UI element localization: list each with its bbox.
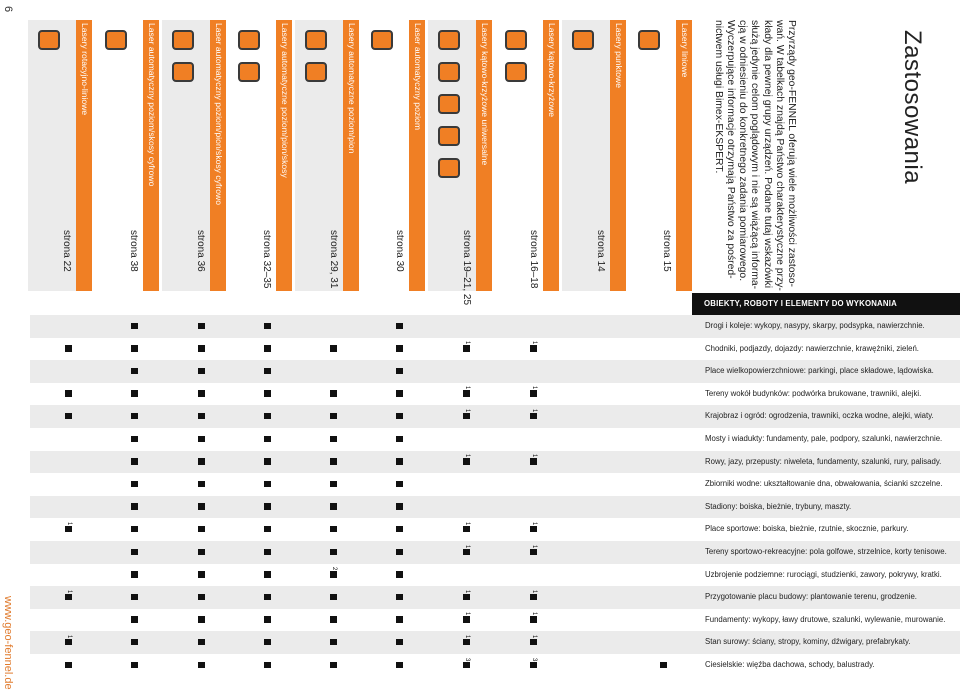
suitability-mark — [396, 526, 403, 533]
table-row — [30, 315, 960, 338]
laser-device-image — [305, 30, 327, 50]
footnote-ref: 1 — [464, 544, 470, 548]
category-label: Lasery liniowe — [680, 23, 690, 78]
laser-device-image — [305, 62, 327, 82]
suitability-mark — [264, 594, 271, 601]
footnote-ref: 1 — [531, 521, 537, 526]
application-label: Zbiorniki wodne: ukształtowanie dna, obwałowania, ścianki szczelne. — [705, 479, 943, 489]
suitability-mark — [463, 341, 470, 352]
suitability-mark — [660, 662, 667, 669]
application-label: Tereny sportowo-rekreacyjne: pola golfowe, strzelnice, korty tenisowe. — [705, 547, 947, 556]
laser-device-image — [638, 30, 660, 50]
suitability-mark — [198, 594, 205, 601]
suitability-mark — [396, 571, 403, 578]
footnote-ref: 1 — [464, 341, 470, 345]
page-reference[interactable]: strona 22 — [61, 230, 72, 272]
footnote-ref: 1 — [531, 634, 537, 639]
category-bar — [543, 20, 559, 291]
suitability-mark — [264, 436, 271, 443]
footnote-ref: 1 — [531, 589, 537, 594]
suitability-mark — [396, 594, 403, 601]
suitability-mark — [330, 503, 337, 510]
table-row — [30, 473, 960, 496]
product-images — [232, 24, 276, 194]
page-reference[interactable]: strona 29, 31 — [328, 230, 339, 289]
category-bar — [76, 20, 92, 291]
product-images — [632, 24, 676, 194]
suitability-mark — [198, 368, 205, 375]
suitability-mark — [131, 458, 138, 465]
product-images — [566, 24, 610, 194]
intro-line: nictwem usługi Bimex-EKSPERT. — [712, 20, 724, 174]
suitability-mark — [198, 526, 205, 533]
suitability-mark — [264, 526, 271, 533]
suitability-mark — [264, 662, 271, 669]
table-row — [30, 496, 960, 519]
table-row — [30, 428, 960, 451]
suitability-mark — [396, 458, 403, 465]
footnote-ref: 3 — [464, 657, 470, 661]
category-bar — [610, 20, 626, 291]
intro-line: Wyczerpujące informacje otrzymają Państwo za pośred- — [724, 20, 736, 279]
suitability-mark — [65, 345, 72, 352]
suitability-mark — [330, 481, 337, 488]
category-label: Lasery automatyczne poziom/pion/skosy — [280, 23, 290, 178]
suitability-mark — [264, 503, 271, 510]
suitability-mark — [330, 436, 337, 443]
website-url[interactable]: www.geo-fennel.de — [2, 596, 14, 690]
table-header: OBIEKTY, ROBOTY I ELEMENTY DO WYKONANIA — [692, 293, 960, 315]
suitability-mark — [131, 368, 138, 375]
footnote-ref: 1 — [464, 386, 470, 390]
laser-device-image — [438, 158, 460, 178]
table-row — [30, 631, 960, 654]
suitability-mark — [330, 526, 337, 533]
application-label: Ciesielskie: więźba dachowa, schody, balustrady. — [705, 660, 875, 669]
suitability-mark — [330, 567, 337, 578]
footnote-ref: 1 — [464, 454, 470, 458]
suitability-mark — [131, 549, 138, 556]
suitability-mark — [131, 323, 138, 330]
suitability-mark — [198, 323, 205, 330]
suitability-mark — [65, 390, 72, 397]
product-images — [499, 24, 543, 194]
application-label: Mosty i wiadukty: fundamenty, pale, podpory, szalunki, nawierzchnie. — [705, 434, 943, 443]
category-label: Lasery automatyczne poziom/pion — [347, 23, 357, 154]
suitability-mark — [264, 323, 271, 330]
laser-device-image — [371, 30, 393, 50]
laser-device-image — [172, 62, 194, 82]
suitability-mark — [264, 481, 271, 488]
category-bar — [276, 20, 292, 291]
suitability-mark — [131, 594, 138, 601]
suitability-mark — [463, 544, 470, 556]
page-reference[interactable]: strona 36 — [195, 230, 206, 272]
suitability-mark — [131, 413, 138, 420]
suitability-mark — [530, 454, 537, 465]
laser-device-image — [172, 30, 194, 50]
application-label: Uzbrojenie podziemne: rurociągi, studzienki, zawory, pokrywy, kratki. — [705, 569, 942, 579]
laser-device-image — [238, 62, 260, 82]
suitability-mark — [330, 639, 337, 646]
suitability-mark — [530, 634, 537, 646]
suitability-mark — [330, 458, 337, 465]
suitability-mark — [530, 657, 537, 669]
page-reference[interactable]: strona 38 — [128, 230, 139, 272]
intro-text — [712, 20, 797, 310]
suitability-mark — [463, 634, 470, 646]
suitability-mark — [198, 436, 205, 443]
suitability-mark — [65, 662, 72, 669]
suitability-mark — [198, 662, 205, 669]
laser-device-image — [572, 30, 594, 50]
intro-line: służą jedynie celom poglądowym i nie są wiążącą informa- — [749, 20, 761, 290]
application-label: Tereny wokół budynków: podwórka brukowane, trawniki, alejki. — [705, 388, 922, 398]
suitability-mark — [463, 408, 470, 420]
application-label: Chodniki, podjazdy, dojazdy: nawierzchnie, krawężniki, zieleń. — [705, 343, 919, 353]
footnote-ref: 3 — [531, 657, 537, 661]
suitability-mark — [131, 390, 138, 397]
suitability-mark — [131, 345, 138, 352]
suitability-mark — [396, 390, 403, 397]
product-images — [432, 24, 476, 194]
application-label: Place wielkopowierzchniowe: parkingi, place składowe, lądowiska. — [705, 366, 934, 376]
footnote-ref: 1 — [531, 408, 537, 413]
page-title: Zastosowania — [899, 30, 926, 185]
suitability-mark — [330, 413, 337, 420]
application-label: Fundamenty: wykopy, ławy drutowe, szalunki, wylewanie, murowanie. — [705, 614, 946, 624]
page-reference[interactable]: strona 15 — [661, 230, 672, 272]
suitability-mark — [198, 481, 205, 488]
suitability-mark — [198, 503, 205, 510]
laser-device-image — [105, 30, 127, 50]
page-reference[interactable]: strona 30 — [394, 230, 405, 272]
footnote-ref: 1 — [531, 454, 537, 458]
table-row — [30, 541, 960, 564]
product-images — [365, 24, 409, 194]
suitability-mark — [131, 481, 138, 488]
suitability-mark — [396, 639, 403, 646]
laser-device-image — [38, 30, 60, 50]
suitability-mark — [463, 612, 470, 623]
footnote-ref: 1 — [464, 589, 470, 594]
suitability-mark — [65, 634, 72, 646]
category-bar — [343, 20, 359, 291]
suitability-mark — [396, 436, 403, 443]
footnote-ref: 1 — [531, 612, 537, 616]
suitability-mark — [396, 503, 403, 510]
suitability-mark — [330, 345, 337, 352]
category-label: Lasery kątowo-krzyżowe uniwersalne — [480, 23, 490, 166]
table-row — [30, 654, 960, 677]
footnote-ref: 1 — [66, 589, 72, 594]
suitability-mark — [530, 521, 537, 533]
suitability-mark — [65, 521, 72, 533]
suitability-mark — [131, 639, 138, 646]
suitability-mark — [396, 662, 403, 669]
suitability-mark — [264, 413, 271, 420]
category-bar — [476, 20, 492, 291]
page-number: 6 — [2, 6, 14, 13]
laser-device-image — [438, 126, 460, 146]
category-bar — [210, 20, 226, 291]
suitability-mark — [198, 571, 205, 578]
intro-line: Przyrządy geo-FENNEL oferują wiele możliwości zastoso- — [786, 20, 797, 287]
laser-device-image — [505, 62, 527, 82]
footnote-ref: 1 — [531, 386, 537, 390]
laser-device-image — [438, 94, 460, 114]
category-label: Lasery punktowe — [614, 23, 624, 88]
application-label: Drogi i koleje: wykopy, nasypy, skarpy, podsypka, nawierzchnie. — [705, 321, 925, 330]
suitability-mark — [463, 454, 470, 465]
suitability-mark — [530, 589, 537, 601]
suitability-mark — [330, 594, 337, 601]
suitability-mark — [65, 413, 72, 420]
suitability-mark — [396, 345, 403, 352]
suitability-mark — [463, 589, 470, 601]
product-images — [166, 24, 210, 194]
suitability-mark — [330, 390, 337, 397]
footnote-ref: 1 — [464, 634, 470, 639]
suitability-mark — [264, 368, 271, 375]
suitability-mark — [396, 413, 403, 420]
suitability-mark — [264, 616, 271, 623]
suitability-mark — [264, 390, 271, 397]
suitability-mark — [131, 503, 138, 510]
footnote-ref: 1 — [531, 544, 537, 548]
table-row — [30, 586, 960, 609]
category-label: Lasery kątowo-krzyżowe — [547, 23, 557, 118]
suitability-mark — [198, 458, 205, 465]
suitability-mark — [330, 616, 337, 623]
suitability-mark — [396, 368, 403, 375]
intro-line: wań. W tabelkach znajdą Państwo charakterystyczne przy- — [773, 20, 785, 291]
suitability-mark — [198, 639, 205, 646]
application-label: Stan surowy: ściany, stropy, kominy, dźwigary, prefabrykaty. — [705, 637, 911, 647]
table-row — [30, 609, 960, 632]
suitability-mark — [396, 549, 403, 556]
intro-line: cją w odniesieniu do konkretnego zadania pomiarowego. — [737, 20, 749, 282]
suitability-mark — [330, 662, 337, 669]
table-row — [30, 518, 960, 541]
laser-device-image — [505, 30, 527, 50]
table-row — [30, 564, 960, 587]
laser-device-image — [438, 30, 460, 50]
table-row — [30, 338, 960, 361]
footnote-ref: 1 — [66, 634, 72, 639]
suitability-mark — [264, 345, 271, 352]
table-row — [30, 451, 960, 474]
suitability-mark — [198, 390, 205, 397]
category-label: Laser automatyczny poziom/pion/skosy cyfrowo — [214, 23, 224, 205]
suitability-mark — [463, 386, 470, 397]
footnote-ref: 1 — [464, 408, 470, 413]
suitability-mark — [198, 616, 205, 623]
suitability-mark — [463, 521, 470, 533]
suitability-mark — [530, 386, 537, 397]
laser-device-image — [238, 30, 260, 50]
table-row — [30, 383, 960, 406]
suitability-mark — [396, 481, 403, 488]
suitability-mark — [131, 436, 138, 443]
category-bar — [409, 20, 425, 291]
footnote-ref: 1 — [464, 521, 470, 526]
product-images — [99, 24, 143, 194]
suitability-mark — [396, 616, 403, 623]
suitability-mark — [131, 616, 138, 623]
page-reference[interactable]: strona 16–18 — [528, 230, 539, 289]
suitability-mark — [198, 549, 205, 556]
product-images — [32, 24, 76, 194]
table-row — [30, 360, 960, 383]
suitability-mark — [131, 662, 138, 669]
suitability-mark — [131, 571, 138, 578]
footnote-ref: 1 — [66, 521, 72, 526]
footnote-ref: 2 — [331, 567, 337, 571]
suitability-mark — [198, 345, 205, 352]
application-label: Stadiony: boiska, bieżnie, trybuny, maszty. — [705, 501, 852, 511]
page-reference[interactable]: strona 14 — [595, 230, 606, 272]
application-label: Przygotowanie placu budowy: plantowanie terenu, grodzenie. — [705, 592, 917, 602]
application-label: Rowy, jazy, przepusty: niweleta, fundamenty, szalunki, rury, palisady. — [705, 456, 942, 466]
suitability-mark — [264, 458, 271, 465]
laser-device-image — [438, 62, 460, 82]
category-bar — [143, 20, 159, 291]
intro-line: kłady dla pewnej grupy urządzeń. Podane tutaj wskazówki — [761, 20, 773, 289]
category-label: Laser automatyczny poziom — [413, 23, 423, 130]
suitability-mark — [264, 549, 271, 556]
suitability-mark — [463, 657, 470, 669]
suitability-mark — [530, 341, 537, 352]
suitability-mark — [65, 589, 72, 601]
footnote-ref: 1 — [531, 341, 537, 345]
category-bar — [676, 20, 692, 291]
category-label: Laser automatyczny poziom/skosy cyfrowo — [147, 23, 157, 187]
suitability-mark — [530, 408, 537, 420]
suitability-mark — [530, 612, 537, 623]
page-reference[interactable]: strona 19–21, 25 — [461, 230, 472, 306]
suitability-mark — [330, 549, 337, 556]
suitability-mark — [264, 571, 271, 578]
footnote-ref: 1 — [464, 612, 470, 616]
category-label: Lasery rotacyjno-liniowe — [80, 23, 90, 116]
page-reference[interactable]: strona 32–35 — [261, 230, 272, 289]
suitability-mark — [131, 526, 138, 533]
suitability-mark — [530, 544, 537, 556]
suitability-mark — [198, 413, 205, 420]
suitability-mark — [264, 639, 271, 646]
product-images — [299, 24, 343, 194]
suitability-mark — [396, 323, 403, 330]
application-label: Place sportowe: boiska, bieżnie, rzutnie, skocznie, parkury. — [705, 524, 909, 534]
application-label: Krajobraz i ogród: ogrodzenia, trawniki, oczka wodne, alejki, wiaty. — [705, 411, 934, 421]
table-row — [30, 405, 960, 428]
